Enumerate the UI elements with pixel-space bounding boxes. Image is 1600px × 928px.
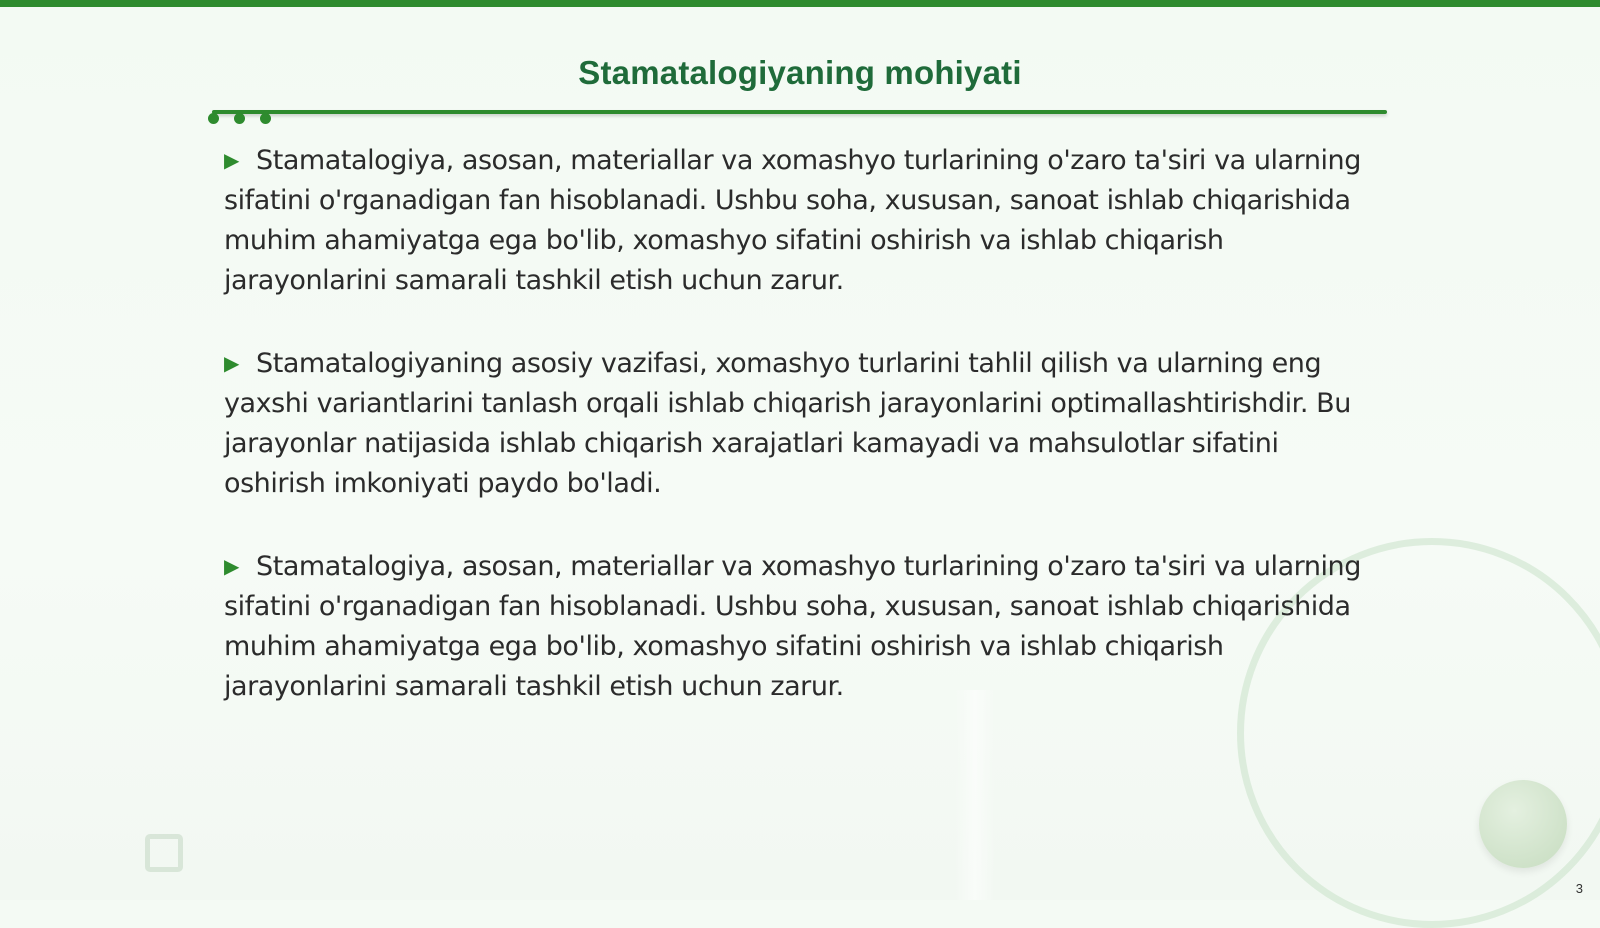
decorative-square [145,834,183,872]
bullet-arrow-icon: ▶ [224,148,239,172]
bullet-paragraph [224,140,1374,301]
title-underline [212,110,1387,114]
paragraph-text: Stamatalogiya, asosan, materiallar va xomashyo turlarining o'zaro ta'siri va ularning sifatini o'rganadigan fan hisoblanadi. Ushbu soha, xususan, sanoat ishlab chiqarishida muhim ahamiyatga ega bo'lib, xomashyo sifatini oshirish va ishlab chiqarish jarayonlarini samarali tashkil etish uchun zarur. [224,551,1361,702]
underline-dot [208,113,219,124]
bullet-arrow-icon: ▶ [224,554,239,578]
bullet-arrow-icon: ▶ [224,351,239,375]
paragraph-text: Stamatalogiya, asosan, materiallar va xomashyo turlarining o'zaro ta'siri va ularning sifatini o'rganadigan fan hisoblanadi. Ushbu soha, xususan, sanoat ishlab chiqarishida muhim ahamiyatga ega bo'lib, xomashyo sifatini oshirish va ishlab chiqarish jarayonlarini samarali tashkil etish uchun zarur. [224,145,1361,296]
decorative-blob [1479,780,1567,868]
bullet-paragraph [224,546,1374,707]
underline-dot [234,113,245,124]
top-accent-bar [0,0,1600,7]
slide-title: Stamatalogiyaning mohiyati [578,54,1022,91]
page-number: 3 [1575,881,1583,896]
slide-body [224,140,1374,749]
underline-dot [260,113,271,124]
paragraph-text: Stamatalogiyaning asosiy vazifasi, xomashyo turlarini tahlil qilish va ularning eng yaxshi variantlarini tanlash orqali ishlab chiqarish jarayonlarini optimallashtirishdir. Bu jarayonlar natijasida ishlab chiqarish xarajatlari kamayadi va mahsulotlar sifatini oshirish imkoniyati paydo bo'ladi. [224,348,1351,499]
bullet-paragraph [224,343,1374,504]
